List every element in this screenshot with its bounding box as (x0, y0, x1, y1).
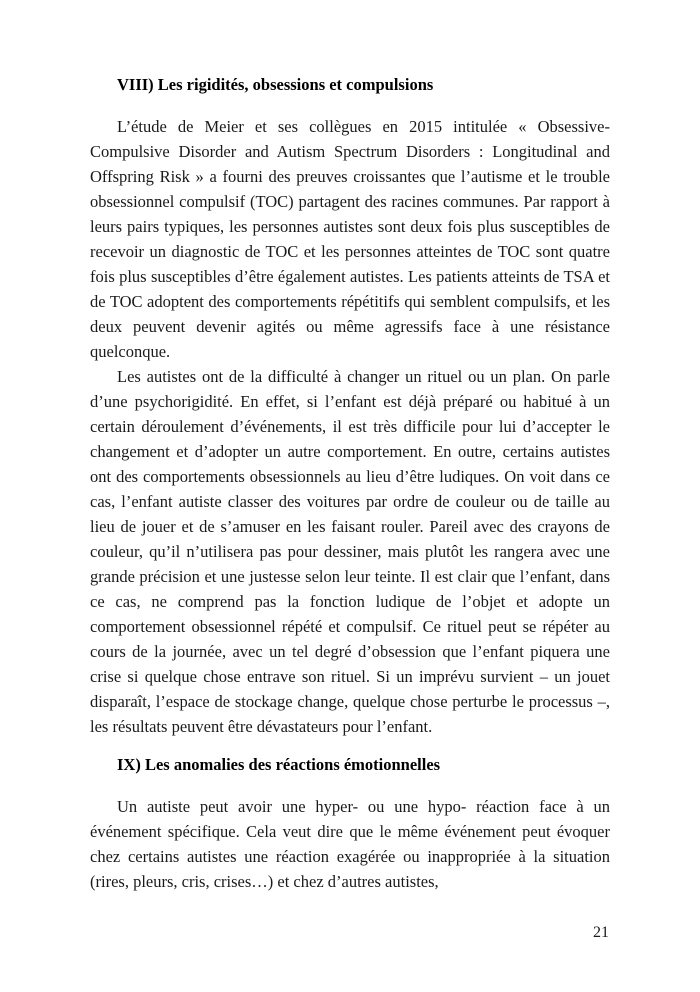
section-heading-viii: VIII) Les rigidités, obsessions et compulsions (117, 75, 434, 94)
section-heading-ix: IX) Les anomalies des réactions émotionnelles (117, 755, 441, 774)
text-column (90, 72, 610, 894)
paragraph-psychorigidite: Les autistes ont de la difficulté à changer un rituel ou un plan. On parle d’une psychorigidité. En effet, si l’enfant est déjà préparé ou habitué à un certain déroulement d’événements, il est très difficile pour lui d’accepter le changement et d’adopter un autre comportement. En outre, certains autistes ont des comportements obsessionnels au lieu d’être ludiques. On voit dans ce cas, l’enfant autiste classer des voitures par ordre de couleur ou de taille au lieu de jouer et de s’amuser en les faisant rouler. Pareil avec des crayons de couleur, qu’il n’utilisera pas pour dessiner, mais plutôt les rangera avec une grande précision et une justesse selon leur teinte. Il est clair que l’enfant, dans ce cas, ne comprend pas la fonction ludique de l’objet et adopte un comportement obsessionnel répété et compulsif. Ce rituel peut se répéter au cours de la journée, avec un tel degré d’obsession que l’enfant piquera une crise si quelque chose entrave son rituel. Si un imprévu survient – un jouet disparaît, l’espace de stockage change, quelque chose perturbe le processus –, les résultats peuvent être dévastateurs pour l’enfant. (90, 367, 610, 736)
paragraph-meier-study: L’étude de Meier et ses collègues en 2015 intitulée « Obsessive-Compulsive Disorder and Autism Spectrum Disorders : Longitudinal and Offspring Risk » a fourni des preuves croissantes que l’autisme et le trouble obsessionnel compulsif (TOC) partagent des racines communes. Par rapport à leurs pairs typiques, les personnes autistes sont deux fois plus susceptibles de recevoir un diagnostic de TOC et les personnes atteintes de TOC sont quatre fois plus susceptibles d’être également autistes. Les patients atteints de TSA et de TOC adoptent des comportements répétitifs qui semblent compulsifs, et les deux peuvent devenir agités ou même agressifs face à une résistance quelconque. (90, 117, 610, 361)
page-number: 21 (593, 924, 609, 941)
paragraph-reactions-emotionnelles: Un autiste peut avoir une hyper- ou une hypo- réaction face à un événement spécifique. Cela veut dire que le même événement peut évoquer chez certains autistes une réaction exagérée ou inappropriée à la situation (rires, pleurs, cris, crises…) et chez d’autres autistes, (90, 797, 610, 891)
